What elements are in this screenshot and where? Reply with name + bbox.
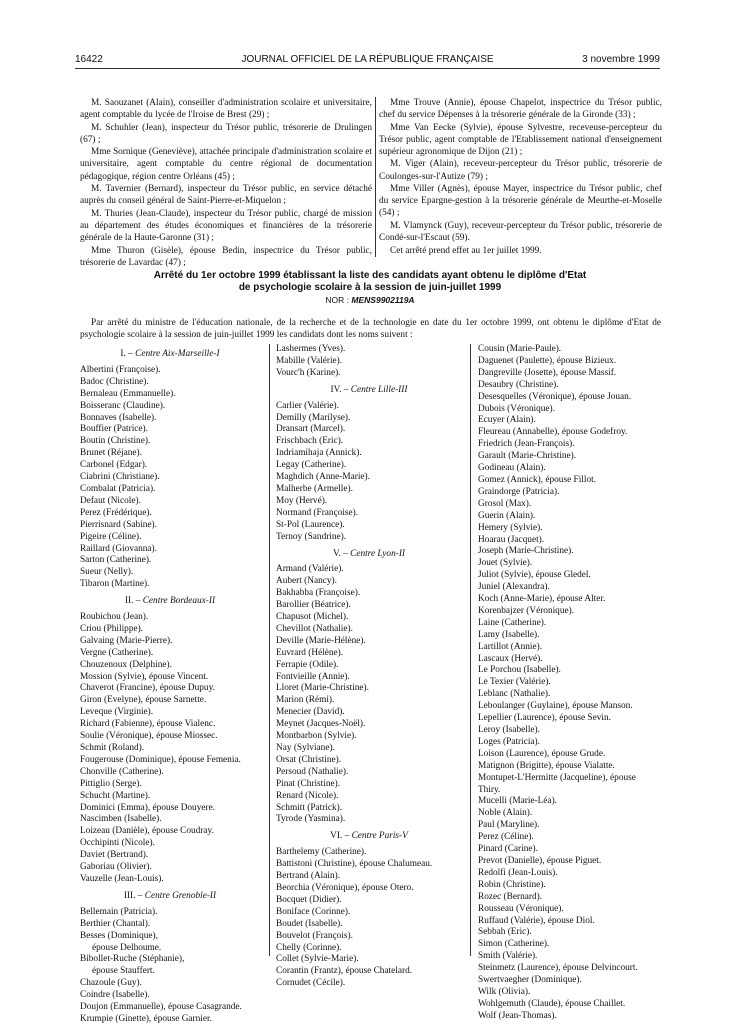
candidate-entry: Frischbach (Eric). bbox=[276, 436, 344, 447]
candidate-entry: Daguenet (Paulette), épouse Bizieux. bbox=[478, 355, 617, 366]
candidate-entry: Bertrand (Alain). bbox=[276, 871, 341, 882]
candidate-entry: Gaboriau (Olivier). bbox=[80, 862, 152, 873]
candidate-entry: Aubert (Nancy). bbox=[276, 576, 337, 587]
candidate-entry: Paul (Maryline). bbox=[478, 820, 540, 831]
candidate-entry: Sebbah (Eric). bbox=[478, 927, 532, 938]
candidate-entry: Perez (Frédérique). bbox=[80, 507, 152, 518]
list-divider-2 bbox=[470, 344, 471, 956]
candidate-entry: Boniface (Corinne). bbox=[276, 906, 351, 917]
candidate-entry: Beorchia (Véronique), épouse Otero. bbox=[276, 882, 414, 893]
centre-number: II. – bbox=[124, 596, 143, 607]
nor-reference bbox=[80, 295, 660, 305]
candidate-entry: Matignon (Brigitte), épouse Vialatte. bbox=[478, 760, 615, 771]
nomination-paragraph: Mme Sornique (Geneviève), attachée principale d'administration scolaire et universitaire, agent comptable du centre régional de documentation pédagogique, région centre Orléans (45) ; bbox=[80, 147, 372, 182]
candidate-entry: épouse Delhoume. bbox=[92, 942, 162, 953]
candidate-entry: Ciabrini (Christiane). bbox=[80, 472, 160, 483]
centre-name: Centre Lille-III bbox=[350, 384, 408, 395]
candidate-entry: Bouvelot (François). bbox=[276, 930, 353, 941]
candidate-entry: Boisseranc (Claudine). bbox=[80, 400, 166, 411]
candidate-entry: Indriamihaja (Annick). bbox=[276, 448, 362, 459]
candidate-entry: Guerin (Alain). bbox=[478, 510, 536, 521]
candidate-entry: Collet (Sylvie-Marie). bbox=[276, 954, 359, 965]
candidate-entry: Graindorge (Patricia). bbox=[478, 486, 560, 497]
candidate-entry: Rozec (Bernard). bbox=[478, 891, 543, 902]
candidate-entry: Armand (Valérie). bbox=[276, 564, 344, 575]
centre-name: Centre Aix-Marseille-I bbox=[135, 349, 220, 359]
candidate-entry: Sueur (Nelly). bbox=[80, 567, 134, 578]
candidate-entry: Laine (Catherine). bbox=[478, 617, 547, 628]
centre-name: Centre Lyon-II bbox=[350, 548, 406, 559]
candidate-entry: Pinat (Christine). bbox=[276, 778, 341, 789]
candidate-entry: Chelly (Corinne). bbox=[276, 942, 342, 953]
candidate-entry: Vauzelle (Jean-Louis). bbox=[80, 873, 164, 884]
page-header bbox=[75, 54, 660, 68]
candidate-entry: Garault (Marie-Christine). bbox=[478, 451, 577, 462]
candidate-entry: Rousseau (Véronique). bbox=[478, 903, 564, 914]
candidate-entry: Ternoy (Sandrine). bbox=[276, 531, 347, 542]
candidate-entry: Koch (Anne-Marie), épouse Alter. bbox=[478, 594, 606, 605]
candidate-entry: Montbarbon (Sylvie). bbox=[276, 731, 357, 742]
candidate-entry: Besses (Dominique), bbox=[80, 930, 158, 941]
candidate-entry: Desesquelles (Véronique), épouse Jouan. bbox=[478, 391, 632, 402]
candidate-entry: Leroy (Isabelle). bbox=[478, 725, 540, 735]
candidate-entry: Schmitt (Patrick). bbox=[276, 802, 343, 813]
centre-number: V. – bbox=[332, 548, 351, 559]
candidate-entry: Swertvaegher (Dominique). bbox=[478, 975, 582, 986]
centre-heading bbox=[276, 549, 462, 561]
candidate-entry: Barthelemy (Catherine). bbox=[276, 847, 367, 858]
candidate-entry: Combalat (Patricia). bbox=[80, 483, 156, 494]
centre-number: I. – bbox=[120, 349, 136, 359]
candidate-list-col-1 bbox=[80, 344, 260, 1026]
candidate-entry: Renard (Nicole). bbox=[276, 790, 339, 801]
candidate-entry: Sarton (Catherine). bbox=[80, 555, 152, 566]
candidate-entry: Nay (Sylviane). bbox=[276, 743, 335, 753]
nomination-paragraph: Mme Trouve (Annie), épouse Chapelot, inspectrice du Trésor public, chef du service Dépenses à la trésorerie générale de la Gironde (33) ; bbox=[379, 98, 662, 121]
candidate-entry: Defaut (Nicole). bbox=[80, 495, 141, 506]
centre-heading bbox=[276, 831, 462, 843]
nomination-paragraph: M. Saouzanet (Alain), conseiller d'administration scolaire et universitaire, agent comptable du lycée de l'Iroise de Brest (29) ; bbox=[80, 98, 372, 121]
candidate-entry: Orsat (Christine). bbox=[276, 754, 342, 765]
candidate-entry: Corantin (Frantz), épouse Chatelard. bbox=[276, 966, 413, 977]
candidate-entry: Bellemain (Patricia). bbox=[80, 906, 158, 917]
centre-number: IV. – bbox=[330, 384, 351, 395]
candidate-entry: Carbonel (Edgar). bbox=[80, 460, 148, 471]
candidate-entry: Robin (Christine). bbox=[478, 879, 546, 890]
candidate-entry: Pittiglio (Serge). bbox=[80, 778, 142, 789]
candidate-entry: Fougerouse (Dominique), épouse Femenia. bbox=[80, 754, 241, 765]
candidate-entry: Prevot (Danielle), épouse Piguet. bbox=[478, 855, 602, 866]
page-number: 16422 bbox=[75, 54, 103, 65]
candidate-entry: Schucht (Martine). bbox=[80, 790, 151, 801]
candidate-entry: Wohlgemuth (Claude), épouse Chaillet. bbox=[478, 998, 626, 1009]
candidate-entry: Juniel (Alexandra). bbox=[478, 582, 550, 593]
candidate-entry: Barollier (Béatrice). bbox=[276, 600, 351, 611]
nomination-paragraph: Mme Viller (Agnès), épouse Mayer, inspectrice du Trésor public, chef du service Epargne-gestion à la trésorerie générale de Meurthe-et-Moselle (54) ; bbox=[379, 184, 662, 219]
centre-name: Centre Grenoble-II bbox=[144, 890, 217, 901]
candidate-entry: Cousin (Marie-Paule). bbox=[478, 344, 562, 354]
candidate-entry: Persoud (Nathalie). bbox=[276, 766, 349, 777]
candidate-entry: Grosol (Max). bbox=[478, 498, 532, 509]
candidate-entry: Daviet (Bertrand). bbox=[80, 850, 149, 861]
candidate-entry: Chaverot (Francine), épouse Dupuy. bbox=[80, 683, 215, 694]
candidate-entry: Desaubry (Christine). bbox=[478, 379, 559, 390]
candidate-entry: Euvrard (Hélène). bbox=[276, 647, 344, 658]
candidate-entry: Bernaleau (Emmanuelle). bbox=[80, 388, 176, 399]
candidate-entry: Simon (Catherine). bbox=[478, 939, 550, 950]
candidate-entry: Giron (Evelyne), épouse Sarnette. bbox=[80, 695, 207, 706]
nor-label: NOR : bbox=[325, 295, 350, 305]
candidate-entry: Chazoule (Guy). bbox=[80, 978, 142, 989]
candidate-entry: Battistoni (Christine), épouse Chalumeau. bbox=[276, 859, 433, 870]
top-right-column bbox=[379, 97, 662, 257]
centre-heading bbox=[80, 349, 260, 361]
candidate-list-col-2 bbox=[276, 344, 462, 990]
candidate-entry: Badoc (Christine). bbox=[80, 376, 149, 387]
candidate-entry: Bocquet (Didier). bbox=[276, 894, 342, 905]
candidate-entry: Smith (Valérie). bbox=[478, 951, 538, 962]
candidate-entry: Dubois (Véronique). bbox=[478, 403, 555, 414]
candidate-entry: Mossion (Sylvie), épouse Vincent. bbox=[80, 671, 209, 682]
candidate-entry: Pierrisnard (Sabine). bbox=[80, 519, 157, 530]
candidate-entry: Chapusot (Michel). bbox=[276, 612, 349, 623]
top-left-column bbox=[80, 97, 372, 269]
candidate-entry: Soulie (Véronique), épouse Miossec. bbox=[80, 731, 218, 742]
candidate-entry: Loison (Laurence), épouse Grude. bbox=[478, 748, 606, 759]
candidate-entry: Chonville (Catherine). bbox=[80, 766, 164, 777]
candidate-entry: Hemery (Sylvie). bbox=[478, 522, 543, 533]
candidate-entry: Dransart (Marcel). bbox=[276, 424, 346, 435]
candidate-entry: Maghdich (Anne-Marie). bbox=[276, 472, 370, 483]
candidate-entry: Bouffier (Patrice). bbox=[80, 424, 148, 435]
candidate-entry: Meynet (Jacques-Noël). bbox=[276, 719, 366, 730]
candidate-entry: Noble (Alain). bbox=[478, 808, 533, 819]
candidate-entry: Marion (Rémi). bbox=[276, 695, 335, 706]
candidate-entry: Pigeire (Céline). bbox=[80, 531, 142, 542]
candidate-entry: Galvaing (Marie-Pierre). bbox=[80, 635, 173, 646]
centre-name: Centre Paris-V bbox=[351, 831, 408, 842]
candidate-entry: Doujon (Emmanuelle), épouse Casagrande. bbox=[80, 1002, 242, 1013]
candidate-entry: Loizeau (Danièle), épouse Coudray. bbox=[80, 826, 214, 837]
candidate-entry: Nascimben (Isabelle). bbox=[80, 814, 162, 825]
centre-number: VI. – bbox=[330, 831, 352, 842]
candidate-entry: Lepellier (Laurence), épouse Sevin. bbox=[478, 713, 611, 724]
arrete-title bbox=[80, 270, 660, 294]
candidate-entry: Pinard (Carine). bbox=[478, 844, 538, 855]
candidate-entry: Cornudet (Cécile). bbox=[276, 978, 346, 989]
candidate-entry: Perez (Céline). bbox=[478, 832, 534, 843]
issue-date: 3 novembre 1999 bbox=[582, 54, 660, 65]
candidate-entry: Ferrapie (Odile). bbox=[276, 659, 339, 670]
candidate-entry: Mucelli (Marie-Léa). bbox=[478, 796, 557, 807]
candidate-entry: Moy (Hervé). bbox=[276, 495, 328, 506]
candidate-entry: Berthier (Chantal). bbox=[80, 918, 151, 929]
journal-title: JOURNAL OFFICIEL DE LA RÉPUBLIQUE FRANÇAISE bbox=[241, 54, 494, 65]
candidate-entry: Tibaron (Martine). bbox=[80, 579, 150, 590]
candidate-entry: Ecuyer (Alain). bbox=[478, 415, 536, 426]
nomination-paragraph: M. Thuries (Jean-Claude), inspecteur du Trésor public, chargé de mission au département des études économiques et financières de la trésorerie générale de la Haute-Garonne (31) ; bbox=[80, 208, 372, 244]
centre-heading bbox=[80, 596, 260, 608]
candidate-entry: Vergne (Catherine). bbox=[80, 647, 154, 658]
candidate-entry: Friedrich (Jean-François). bbox=[478, 439, 575, 450]
candidate-entry: Wolf (Jean-Thomas). bbox=[478, 1010, 557, 1021]
candidate-entry: Leboulanger (Guylaine), épouse Manson. bbox=[478, 701, 633, 712]
arrete-intro: Par arrêté du ministre de l'éducation nationale, de la recherche et de la technologie en date du 1er octobre 1999, ont obtenu le diplôme d'Etat de psychologie scolaire à la session de juin-juillet 1999 les candidats dont les noms suivent : bbox=[80, 318, 661, 340]
arrete-title-line1: Arrêté du 1er octobre 1999 établissant la liste des candidats ayant obtenu le diplôme d'Etat bbox=[153, 270, 587, 281]
candidate-entry: Malherbe (Armelle). bbox=[276, 483, 353, 494]
candidate-entry: Leblanc (Nathalie). bbox=[478, 689, 551, 700]
centre-number: III. – bbox=[123, 890, 145, 901]
candidate-entry: Lartillot (Annie). bbox=[478, 641, 543, 652]
candidate-entry: Boutin (Christine). bbox=[80, 436, 151, 447]
candidate-entry: Menecier (David). bbox=[276, 707, 345, 718]
candidate-entry: Carlier (Valérie). bbox=[276, 400, 339, 411]
candidate-entry: Demilly (Marilyse). bbox=[276, 412, 351, 423]
candidate-entry: Korenbajzer (Véronique). bbox=[478, 605, 575, 616]
nomination-paragraph: Mme Van Eecke (Sylvie), épouse Sylvestre, receveuse-percepteur du Trésor public, agent comptable de l'Etablissement national d'enseignement supérieur agronomique de Dijon (21) ; bbox=[379, 122, 662, 157]
nor-code: MENS9902119A bbox=[351, 295, 415, 305]
candidate-entry: Fontvieille (Annie). bbox=[276, 671, 350, 682]
candidate-entry: Le Texier (Valérie). bbox=[478, 677, 551, 688]
candidate-entry: Loges (Patricia). bbox=[478, 736, 540, 747]
nomination-paragraph: Mme Thuron (Gisèle), épouse Bedin, inspectrice du Trésor public, trésorerie de Lavardac (47) ; bbox=[80, 245, 372, 268]
candidate-entry: Montupet-L'Hermitte (Jacqueline), épouse bbox=[478, 772, 636, 783]
nomination-paragraph: M. Tavernier (Bernard), inspecteur du Trésor public, en service détaché auprès du conseil général de Saint-Pierre-et-Miquelon ; bbox=[80, 184, 372, 207]
centre-heading bbox=[276, 385, 462, 397]
candidate-entry: Lloret (Marie-Christine). bbox=[276, 683, 369, 694]
candidate-entry: Leveque (Virginie). bbox=[80, 707, 154, 718]
candidate-entry: Mabille (Valérie). bbox=[276, 355, 343, 366]
candidate-entry: Chevillot (Nathalie). bbox=[276, 623, 353, 634]
candidate-entry: Gomez (Annick), épouse Fillot. bbox=[478, 474, 596, 485]
centre-heading bbox=[80, 891, 260, 903]
candidate-entry: Raillard (Giovanna). bbox=[80, 543, 157, 554]
candidate-entry: Tyrode (Yasmina). bbox=[276, 814, 346, 825]
nomination-paragraph: M. Vlamynck (Guy), receveur-percepteur du Trésor public, trésorerie de Condé-sur-l'Escaut (59). bbox=[379, 220, 662, 244]
candidate-entry: Chouzenoux (Delphine). bbox=[80, 659, 172, 670]
candidate-entry: Richard (Fabienne), épouse Vialenc. bbox=[80, 719, 216, 730]
candidate-entry: Brunet (Réjane). bbox=[80, 448, 142, 459]
candidate-entry: Deville (Marie-Hélène). bbox=[276, 635, 366, 646]
candidate-list-col-3 bbox=[478, 344, 661, 1023]
candidate-entry: Schmit (Roland). bbox=[80, 743, 145, 753]
candidate-entry: Bibollet-Ruche (Stéphanie), bbox=[80, 954, 185, 965]
nomination-paragraph: M. Viger (Alain), receveur-percepteur du Trésor public, trésorerie de Coulonges-sur-l'Autize (79) ; bbox=[379, 159, 662, 182]
candidate-entry: Lamy (Isabelle). bbox=[478, 629, 540, 640]
candidate-entry: Dangreville (Josette), épouse Massif. bbox=[478, 367, 617, 378]
candidate-entry: Thiry. bbox=[478, 784, 501, 795]
candidate-entry: Roubichou (Jean). bbox=[80, 612, 149, 623]
candidate-entry: St-Pol (Laurence). bbox=[276, 519, 345, 530]
candidate-entry: épouse Stauffert. bbox=[92, 966, 155, 977]
candidate-entry: Occhipinti (Nicole). bbox=[80, 838, 155, 849]
nomination-paragraph: M. Schuhler (Jean), inspecteur du Trésor public, trésorerie de Drulingen (67) ; bbox=[80, 122, 372, 145]
list-divider-1 bbox=[269, 344, 270, 956]
candidate-entry: Steinmetz (Laurence), épouse Delvincourt. bbox=[478, 963, 638, 974]
nomination-paragraph: Cet arrêté prend effet au 1er juillet 1999. bbox=[390, 245, 542, 256]
candidate-entry: Normand (Françoise). bbox=[276, 507, 359, 518]
candidate-entry: Lashermes (Yves). bbox=[276, 344, 346, 354]
candidate-entry: Redolfi (Jean-Louis). bbox=[478, 867, 558, 878]
centre-name: Centre Bordeaux-II bbox=[142, 596, 216, 607]
candidate-entry: Coindre (Isabelle). bbox=[80, 990, 150, 1001]
candidate-entry: Joseph (Marie-Christine). bbox=[478, 546, 574, 557]
candidate-entry: Godineau (Alain). bbox=[478, 463, 546, 474]
candidate-entry: Dominici (Emma), épouse Douyere. bbox=[80, 802, 216, 813]
candidate-entry: Legay (Catherine). bbox=[276, 460, 347, 471]
candidate-entry: Hoarau (Jacquet). bbox=[478, 534, 545, 545]
candidate-entry: Jouet (Sylvie). bbox=[478, 558, 533, 569]
header-rule bbox=[75, 68, 660, 69]
candidate-entry: Wilk (Olivia). bbox=[478, 986, 531, 997]
candidate-entry: Bakhabba (Françoise). bbox=[276, 588, 361, 599]
candidate-entry: Juliot (Sylvie), épouse Gledel. bbox=[478, 570, 591, 581]
candidate-entry: Criou (Philippe). bbox=[80, 623, 144, 634]
candidate-entry: Krumpie (Ginette), épouse Garnier. bbox=[80, 1013, 212, 1024]
candidate-entry: Bonnaves (Isabelle). bbox=[80, 412, 157, 423]
candidate-entry: Fleureau (Annabelle), épouse Godefroy. bbox=[478, 427, 628, 438]
candidate-entry: Le Porchou (Isabelle). bbox=[478, 665, 561, 676]
candidate-entry: Vourc'h (Karine). bbox=[276, 367, 341, 378]
arrete-title-line2: de psychologie scolaire à la session de juin-juillet 1999 bbox=[238, 282, 502, 293]
candidate-entry: Albertini (Françoise). bbox=[80, 364, 161, 375]
candidate-entry: Ruffaud (Valérie), épouse Diol. bbox=[478, 915, 595, 926]
candidate-entry: Boudet (Isabelle). bbox=[276, 918, 343, 929]
column-divider bbox=[375, 97, 376, 257]
candidate-entry: Lascaux (Hervé). bbox=[478, 653, 543, 664]
